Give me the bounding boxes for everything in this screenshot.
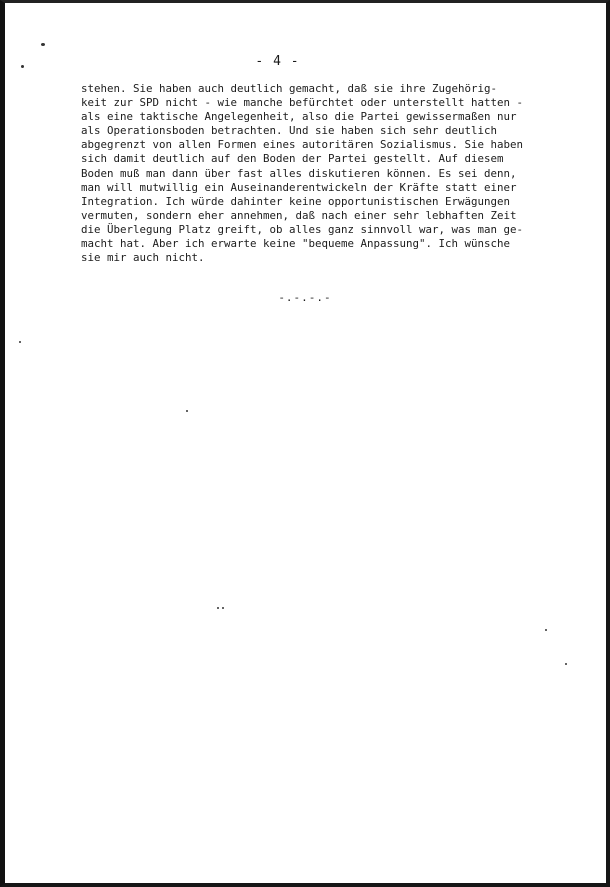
text-line: sich damit deutlich auf den Boden der Partei gestellt. Auf diesem (81, 152, 504, 166)
text-line: sie mir auch nicht. (81, 251, 205, 265)
text-line: Boden muß man dann über fast alles diskutieren können. Es sei denn, (81, 166, 517, 180)
page-number: - 4 - (255, 54, 300, 69)
body-paragraph (81, 82, 581, 265)
text-line: abgegrenzt von allen Formen eines autoritären Sozialismus. Sie haben (81, 138, 524, 152)
text-line: Integration. Ich würde dahinter keine opportunistischen Erwägungen (81, 194, 511, 208)
scan-speck (565, 663, 567, 665)
text-line: man will mutwillig ein Auseinanderentwickeln der Kräfte statt einer (81, 180, 517, 194)
scan-speck (19, 341, 21, 343)
scan-speck (41, 43, 45, 46)
scan-speck (545, 629, 547, 631)
scan-speck (222, 607, 224, 609)
text-line: vermuten, sondern eher annehmen, daß nach einer sehr lebhaften Zeit (81, 208, 517, 222)
text-line: stehen. Sie haben auch deutlich gemacht, daß sie ihre Zugehörig- (81, 82, 498, 95)
text-line: als Operationsboden betrachten. Und sie haben sich sehr deutlich (81, 124, 498, 138)
text-line: keit zur SPD nicht - wie manche befürchtet oder unterstellt hatten - (81, 96, 524, 110)
scan-speck (217, 607, 219, 609)
scan-speck (186, 410, 188, 412)
text-line: als eine taktische Angelegenheit, also die Partei gewissermaßen nur (81, 110, 517, 124)
text-line: die Überlegung Platz greift, ob alles ganz sinnvoll war, was man ge- (81, 222, 524, 236)
section-separator: -.-.-.- (278, 291, 332, 304)
text-line: macht hat. Aber ich erwarte keine "bequeme Anpassung". Ich wünsche (81, 237, 511, 251)
scan-speck (21, 65, 24, 68)
